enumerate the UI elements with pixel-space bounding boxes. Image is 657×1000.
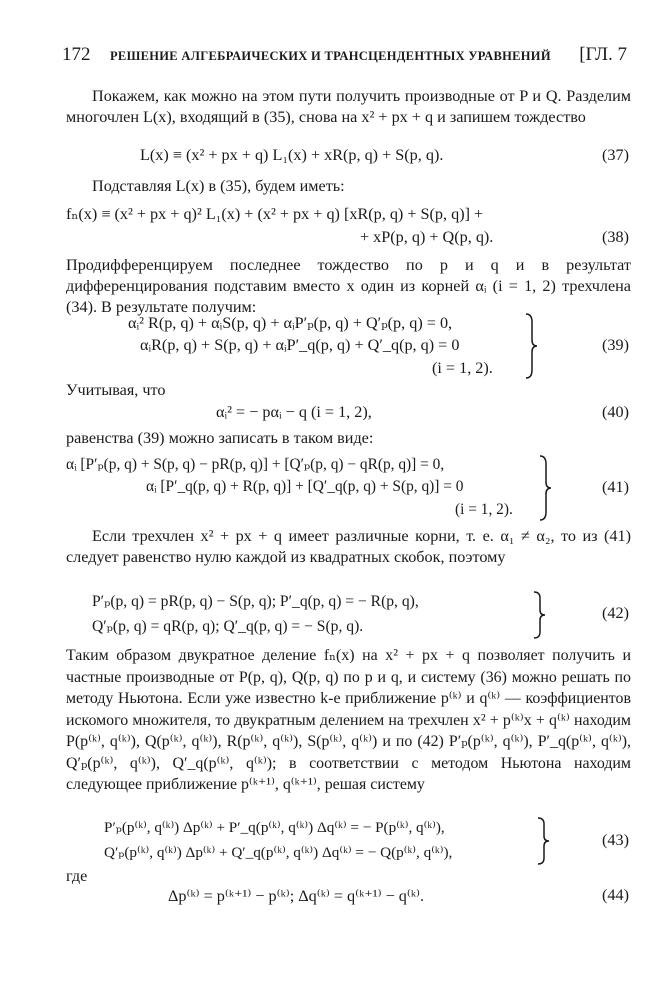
equation-44: Δp⁽ᵏ⁾ = p⁽ᵏ⁺¹⁾ − p⁽ᵏ⁾; Δq⁽ᵏ⁾ = q⁽ᵏ⁺¹⁾ − q⁽ᵏ⁾. bbox=[168, 887, 425, 905]
right-brace-43 bbox=[536, 816, 550, 866]
equation-43-line2: Q′ₚ(p⁽ᵏ⁾, q⁽ᵏ⁾) Δp⁽ᵏ⁾ + Q′_q(p⁽ᵏ⁾, q⁽ᵏ⁾) Δq⁽ᵏ⁾ = − Q(p⁽ᵏ⁾, q⁽ᵏ⁾), bbox=[104, 844, 453, 861]
page-number: 172 bbox=[62, 44, 91, 65]
equation-37: L(x) ≡ (x² + px + q) L₁(x) + xR(p, q) + S(p, q). bbox=[140, 146, 444, 164]
equation-39-line2: αᵢR(p, q) + S(p, q) + αᵢP′_q(p, q) + Q′_q(p, q) = 0 bbox=[140, 336, 460, 354]
equation-39-line3: (i = 1, 2). bbox=[432, 359, 493, 377]
running-title: РЕШЕНИЕ АЛГЕБРАИЧЕСКИХ И ТРАНСЦЕНДЕНТНЫХ УРАВНЕНИЙ bbox=[110, 49, 551, 63]
equation-39-line1: αᵢ² R(p, q) + αᵢS(p, q) + αᵢP′ₚ(p, q) + Q′ₚ(p, q) = 0, bbox=[128, 314, 453, 332]
equation-41-line3: (i = 1, 2). bbox=[455, 501, 513, 518]
equation-number-43: (43) bbox=[602, 831, 629, 849]
paragraph-distinct-roots: Если трехчлен x² + px + q имеет различные корни, т. е. α₁ ≠ α₂, то из (41) следует равенство нулю каждой из квадратных скобок, поэтому bbox=[66, 527, 631, 566]
right-brace-41 bbox=[538, 454, 552, 522]
equation-41-line2: αᵢ [P′_q(p, q) + R(p, q)] + [Q′_q(p, q) + S(p, q)] = 0 bbox=[146, 478, 464, 495]
equation-number-44: (44) bbox=[602, 886, 629, 904]
equation-number-37: (37) bbox=[602, 146, 629, 164]
paragraph-newton-method: Таким образом двукратное деление fₙ(x) на x² + px + q позволяет получить и частные производные от P(p, q), Q(p, q) по p и q, и систему (36) можно решать по методу Ньютона. Если уже известно k-е приближение p⁽ᵏ⁾ и q⁽ᵏ⁾ — коэффициентов искомого множителя, то двукратным делением на трехчлен x² + p⁽ᵏ⁾x + q⁽ᵏ⁾ находим P(p⁽ᵏ⁾, q⁽ᵏ⁾), Q(p⁽ᵏ⁾, q⁽ᵏ⁾), R(p⁽ᵏ⁾, q⁽ᵏ⁾), S(p⁽ᵏ⁾, q⁽ᵏ⁾) и по (42) P′ₚ(p⁽ᵏ⁾, q⁽ᵏ⁾), P′_q(p⁽ᵏ⁾, q⁽ᵏ⁾), Q′ₚ(p⁽ᵏ⁾, q⁽ᵏ⁾), Q′_q(p⁽ᵏ⁾, q⁽ᵏ⁾); в соответствии с методом Ньютона находим следующее приближение p⁽ᵏ⁺¹⁾, q⁽ᵏ⁺¹⁾, решая систему bbox=[66, 647, 631, 793]
paragraph-differentiate: Продифференцируем последнее тождество по p и q и в результат дифференцирования подставим вместо x один из корней αᵢ (i = 1, 2) трехчлена (34). В результате получим: bbox=[66, 256, 631, 316]
equation-number-40: (40) bbox=[602, 403, 629, 421]
paragraph-where: где bbox=[66, 867, 88, 885]
equation-38-line1: fₙ(x) ≡ (x² + px + q)² L₁(x) + (x² + px + q) [xR(p, q) + S(p, q)] + bbox=[66, 205, 484, 223]
equation-number-38: (38) bbox=[602, 228, 629, 246]
paragraph-considering: Учитывая, что bbox=[66, 381, 166, 399]
page-header bbox=[62, 44, 627, 70]
equation-41-line1: αᵢ [P′ₚ(p, q) + S(p, q) − pR(p, q)] + [Q′ₚ(p, q) − qR(p, q)] = 0, bbox=[66, 456, 445, 473]
equation-42-line2: Q′ₚ(p, q) = qR(p, q); Q′_q(p, q) = − S(p, q). bbox=[92, 618, 364, 635]
paragraph-intro: Покажем, как можно на этом пути получить производные от P и Q. Разделим многочлен L(x), входящий в (35), снова на x² + px + q и запишем тождество bbox=[66, 87, 631, 126]
right-brace-42 bbox=[532, 590, 546, 640]
equation-number-41: (41) bbox=[602, 478, 629, 496]
right-brace-39 bbox=[524, 312, 538, 380]
equation-40: αᵢ² = − pαᵢ − q (i = 1, 2), bbox=[216, 403, 372, 421]
equation-number-42: (42) bbox=[602, 604, 629, 622]
chapter-label: [ГЛ. 7 bbox=[579, 44, 627, 65]
paragraph-rewrite: равенства (39) можно записать в таком виде: bbox=[66, 429, 374, 447]
equation-43-line1: P′ₚ(p⁽ᵏ⁾, q⁽ᵏ⁾) Δp⁽ᵏ⁾ + P′_q(p⁽ᵏ⁾, q⁽ᵏ⁾) Δq⁽ᵏ⁾ = − P(p⁽ᵏ⁾, q⁽ᵏ⁾), bbox=[104, 819, 445, 836]
equation-38-line2: + xP(p, q) + Q(p, q). bbox=[360, 228, 494, 246]
equation-42-line1: P′ₚ(p, q) = pR(p, q) − S(p, q); P′_q(p, q) = − R(p, q), bbox=[92, 593, 419, 610]
equation-number-39: (39) bbox=[602, 336, 629, 354]
paragraph-substitution: Подставляя L(x) в (35), будем иметь: bbox=[92, 177, 345, 195]
